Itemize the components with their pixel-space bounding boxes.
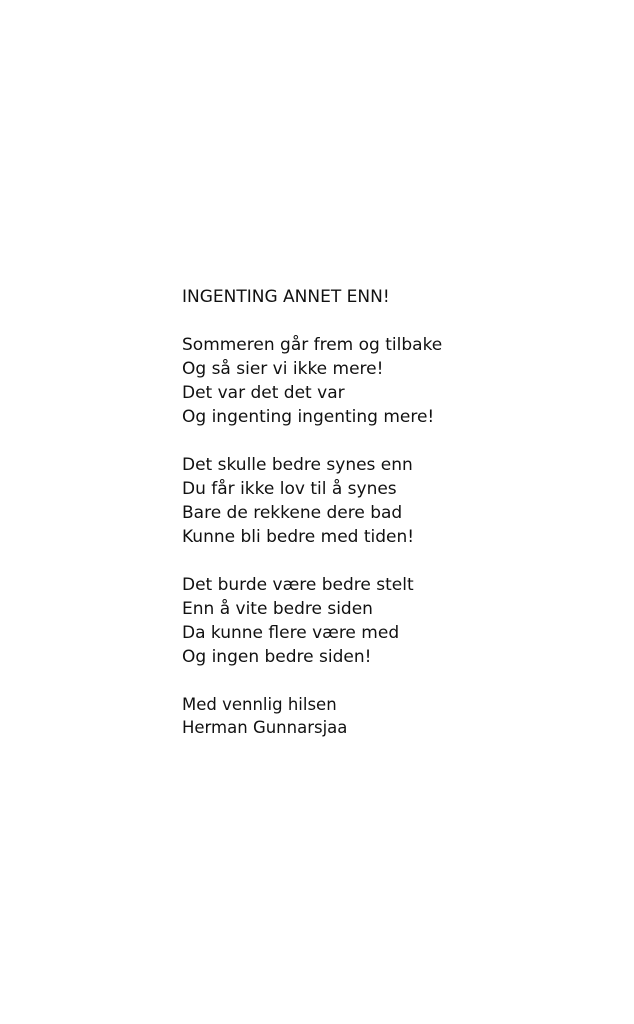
poem-line: Det skulle bedre synes enn [182,455,413,475]
poem-line: Enn å vite bedre siden [182,599,373,619]
poem-line: Kunne bli bedre med tiden! [182,527,415,547]
poem-line: Og ingen bedre siden! [182,647,372,667]
poem [182,285,602,739]
stanza-3 [182,573,602,669]
poem-line: Bare de rekkene dere bad [182,503,403,523]
poem-line: Da kunne flere være med [182,623,400,643]
poem-line: Og ingenting ingenting mere! [182,407,435,427]
poem-line: Det burde være bedre stelt [182,575,414,595]
poem-title: INGENTING ANNET ENN! [182,287,390,307]
author-name: Herman Gunnarsjaa [182,718,348,737]
poem-line: Du får ikke lov til å synes [182,479,397,499]
poem-line: Det var det det var [182,383,345,403]
stanza-2 [182,453,602,549]
stanza-1 [182,333,602,429]
signature [182,693,602,739]
closing-greeting: Med vennlig hilsen [182,695,337,714]
poem-line: Sommeren går frem og tilbake [182,335,443,355]
poem-line: Og så sier vi ikke mere! [182,359,384,379]
